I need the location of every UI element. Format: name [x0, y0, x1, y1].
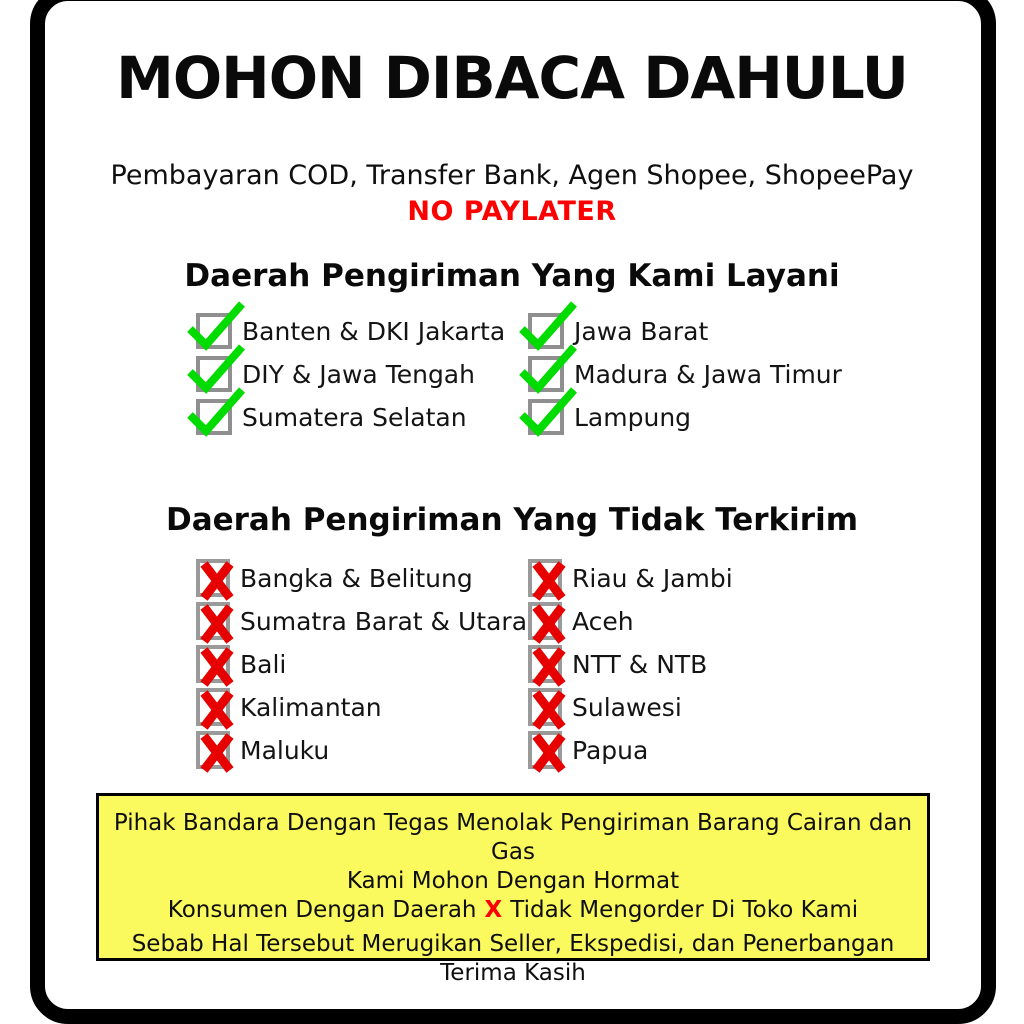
- region-label: Papua: [572, 735, 649, 765]
- not-served-region-list: [196, 560, 888, 768]
- cross-icon: [195, 599, 239, 647]
- crossbox: [196, 645, 230, 683]
- checkbox: [196, 399, 232, 435]
- cross-icon: [527, 685, 571, 733]
- red-x-mark: X: [484, 897, 503, 923]
- served-region-row: [528, 399, 888, 435]
- served-region-list: [196, 313, 888, 435]
- served-region-row: [196, 399, 528, 435]
- crossbox: [196, 688, 230, 726]
- not-served-region-row: [196, 603, 528, 639]
- not-served-region-row: [196, 560, 528, 596]
- cross-icon: [195, 728, 239, 776]
- warning-line-5: Terima Kasih: [440, 960, 586, 986]
- cross-icon: [195, 556, 239, 604]
- checkbox: [528, 399, 564, 435]
- crossbox: [528, 731, 562, 769]
- region-label: Bali: [240, 649, 287, 679]
- crossbox: [196, 731, 230, 769]
- warning-line-3-after: Tidak Mengorder Di Toko Kami: [510, 897, 859, 923]
- no-paylater-warning: NO PAYLATER: [407, 196, 617, 227]
- not-served-region-row: [528, 689, 888, 725]
- cross-icon: [527, 728, 571, 776]
- region-label: Banten & DKI Jakarta: [242, 316, 506, 346]
- check-icon: [516, 384, 578, 440]
- region-label: DIY & Jawa Tengah: [242, 359, 475, 389]
- region-label: Sulawesi: [572, 692, 682, 722]
- region-label: Riau & Jambi: [572, 563, 733, 593]
- warning-line-1: Pihak Bandara Dengan Tegas Menolak Pengiriman Barang Cairan dan Gas: [113, 810, 913, 865]
- not-served-region-row: [196, 689, 528, 725]
- crossbox: [528, 602, 562, 640]
- region-label: Lampung: [574, 402, 692, 432]
- region-label: Bangka & Belitung: [240, 563, 473, 593]
- not-served-region-row: [528, 732, 888, 768]
- not-served-region-row: [528, 560, 888, 596]
- warning-line-3-before: Konsumen Dengan Daerah: [167, 897, 477, 923]
- crossbox: [528, 645, 562, 683]
- region-label: Sumatra Barat & Utara: [240, 606, 528, 636]
- check-icon: [184, 384, 246, 440]
- not-served-region-row: [528, 646, 888, 682]
- crossbox: [196, 602, 230, 640]
- served-section-heading: Daerah Pengiriman Yang Kami Layani: [184, 258, 840, 294]
- region-label: Sumatera Selatan: [242, 402, 467, 432]
- region-label: NTT & NTB: [572, 649, 708, 679]
- region-label: Jawa Barat: [574, 316, 709, 346]
- cross-icon: [195, 685, 239, 733]
- cross-icon: [195, 642, 239, 690]
- region-label: Kalimantan: [240, 692, 382, 722]
- crossbox: [196, 559, 230, 597]
- crossbox: [528, 688, 562, 726]
- payment-methods-line: Pembayaran COD, Transfer Bank, Agen Shopee, ShopeePay: [110, 160, 914, 191]
- page-title: MOHON DIBACA DAHULU: [116, 44, 908, 112]
- warning-line-2: Kami Mohon Dengan Hormat: [346, 868, 680, 894]
- crossbox: [528, 559, 562, 597]
- cross-icon: [527, 599, 571, 647]
- not-served-region-row: [528, 603, 888, 639]
- region-label: Madura & Jawa Timur: [574, 359, 842, 389]
- region-label: Aceh: [572, 606, 634, 636]
- served-region-row: [528, 313, 888, 349]
- not-served-region-row: [196, 732, 528, 768]
- not-served-region-row: [196, 646, 528, 682]
- served-region-row: [528, 356, 888, 392]
- not-served-section-heading: Daerah Pengiriman Yang Tidak Terkirim: [165, 502, 859, 538]
- region-label: Maluku: [240, 735, 330, 765]
- cross-icon: [527, 556, 571, 604]
- warning-line-3: [99, 896, 927, 925]
- warning-line-4: Sebab Hal Tersebut Merugikan Seller, Ekspedisi, dan Penerbangan: [131, 931, 895, 957]
- cross-icon: [527, 642, 571, 690]
- airport-warning-box: [96, 793, 930, 986]
